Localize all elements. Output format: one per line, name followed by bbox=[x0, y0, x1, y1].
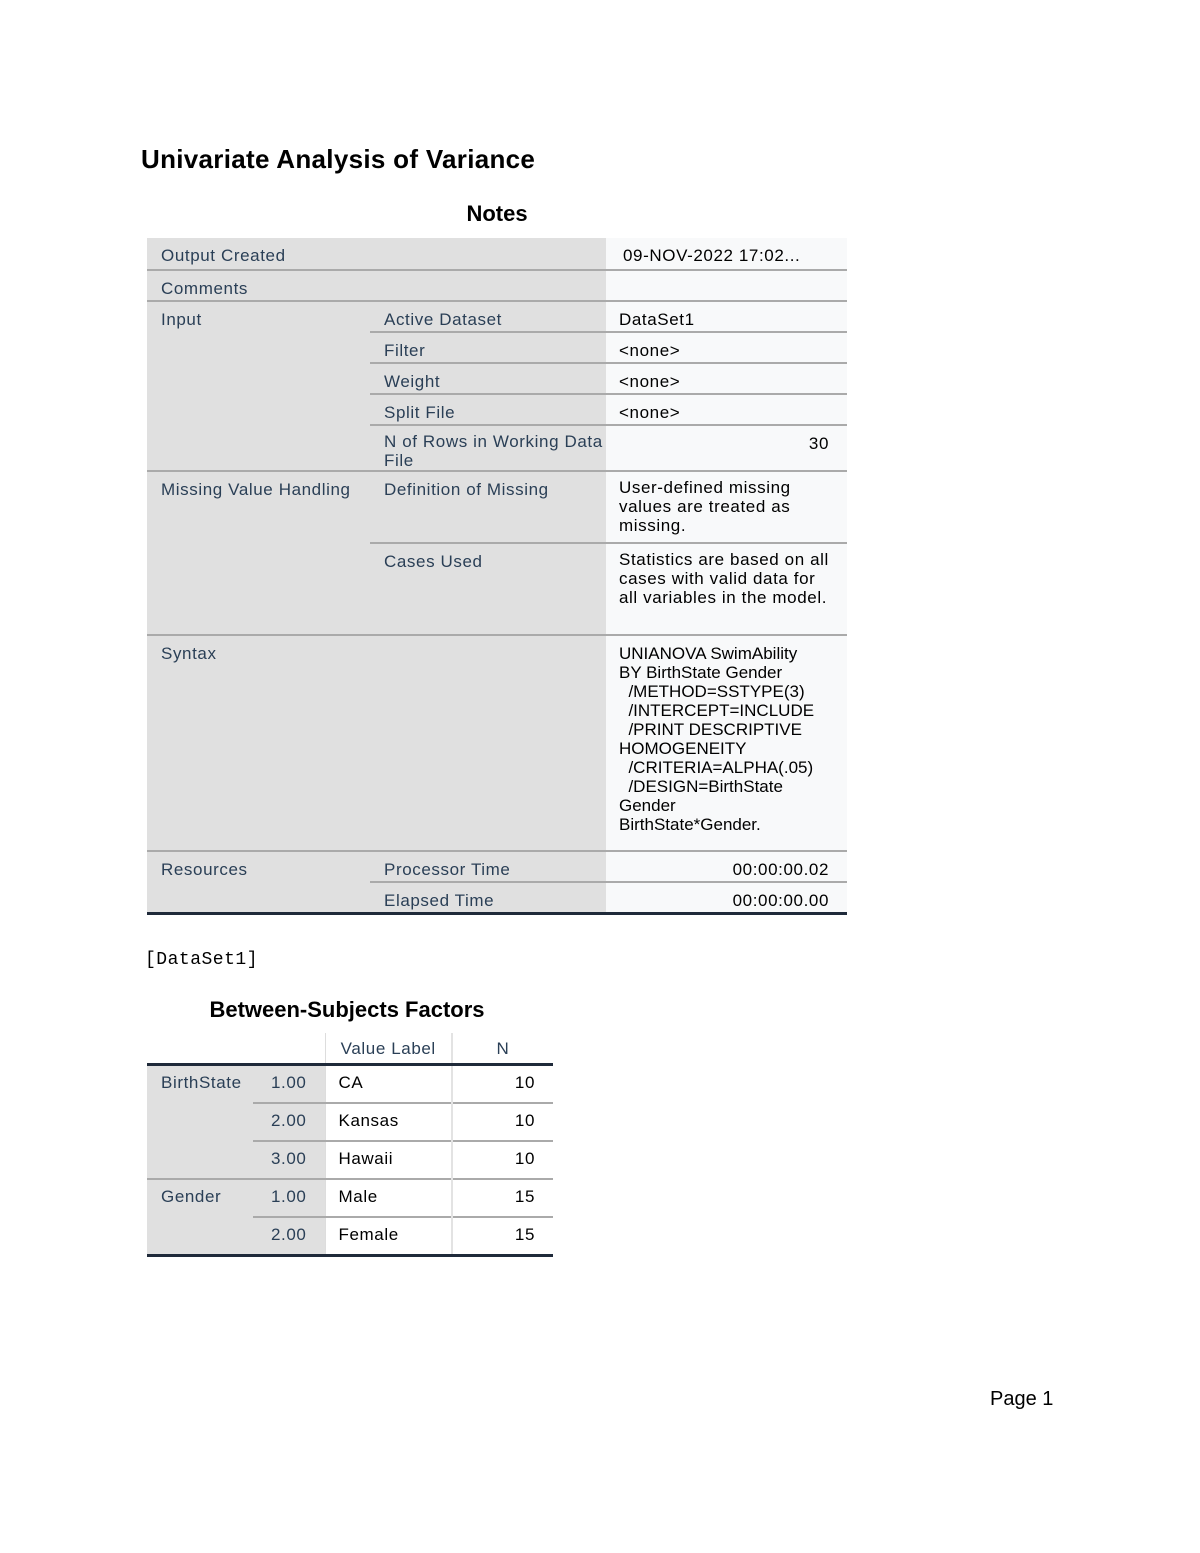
resources-group-label: Resources bbox=[147, 851, 370, 913]
factor-name: BirthState bbox=[147, 1065, 253, 1180]
syntax-line: BY BirthState Gender bbox=[619, 663, 783, 682]
notes-row-label: Definition of Missing bbox=[370, 471, 606, 543]
notes-row-label: Split File bbox=[370, 394, 606, 425]
corner-cell bbox=[147, 1033, 253, 1065]
notes-row-label: Cases Used bbox=[370, 543, 606, 635]
value-label: Male bbox=[325, 1179, 452, 1217]
notes-row-value: <none> bbox=[606, 332, 847, 363]
page-heading: Univariate Analysis of Variance bbox=[141, 144, 536, 174]
notes-row-value: Statistics are based on all cases with valid data for all variables in the model. bbox=[606, 543, 847, 635]
notes-row-value: 00:00:00.02 bbox=[606, 851, 847, 882]
output-created-label: Output Created bbox=[147, 238, 606, 270]
factor-level: 3.00 bbox=[253, 1141, 325, 1179]
output-created-value: 09-NOV-2022 17:02... bbox=[606, 238, 847, 270]
n-value: 10 bbox=[452, 1065, 553, 1104]
input-group-label: Input bbox=[147, 301, 370, 471]
between-subjects-factors-table bbox=[147, 1033, 553, 1257]
notes-row-label: Filter bbox=[370, 332, 606, 363]
notes-table bbox=[147, 238, 847, 915]
syntax-line: BirthState*Gender. bbox=[619, 815, 761, 834]
dataset-tag: [DataSet1] bbox=[145, 950, 259, 970]
page-number: Page 1 bbox=[990, 1388, 1054, 1410]
factor-level: 2.00 bbox=[253, 1217, 325, 1256]
notes-row-value: User-defined missing values are treated as missing. bbox=[606, 471, 847, 543]
notes-row-value: 30 bbox=[606, 425, 847, 471]
notes-table-title: Notes bbox=[466, 201, 528, 226]
notes-row-label: Elapsed Time bbox=[370, 882, 606, 913]
factor-level: 1.00 bbox=[253, 1065, 325, 1104]
notes-row-value: <none> bbox=[606, 363, 847, 394]
bsf-table-title: Between-Subjects Factors bbox=[209, 997, 485, 1022]
notes-row-value: 00:00:00.00 bbox=[606, 882, 847, 913]
notes-row-label: N of Rows in Working Data File bbox=[370, 425, 606, 471]
n-value: 10 bbox=[452, 1103, 553, 1141]
comments-label: Comments bbox=[147, 270, 606, 301]
factor-level: 2.00 bbox=[253, 1103, 325, 1141]
notes-row-value: <none> bbox=[606, 394, 847, 425]
corner-cell bbox=[253, 1033, 325, 1065]
syntax-line: Gender bbox=[619, 796, 676, 815]
syntax-line: /INTERCEPT=INCLUDE bbox=[619, 701, 815, 720]
column-header-n: N bbox=[452, 1033, 553, 1065]
notes-row-label: Active Dataset bbox=[370, 301, 606, 332]
column-header-value-label: Value Label bbox=[325, 1033, 452, 1065]
syntax-label: Syntax bbox=[147, 635, 606, 851]
syntax-line: /PRINT DESCRIPTIVE bbox=[619, 720, 802, 739]
syntax-line: /DESIGN=BirthState bbox=[619, 777, 783, 796]
missing-group-label: Missing Value Handling bbox=[147, 471, 370, 635]
syntax-line: /CRITERIA=ALPHA(.05) bbox=[619, 758, 814, 777]
factor-level: 1.00 bbox=[253, 1179, 325, 1217]
syntax-value bbox=[606, 635, 847, 851]
syntax-line: UNIANOVA SwimAbility bbox=[619, 644, 798, 663]
value-label: Hawaii bbox=[325, 1141, 452, 1179]
notes-row-label: Weight bbox=[370, 363, 606, 394]
comments-value bbox=[606, 270, 847, 301]
n-value: 15 bbox=[452, 1217, 553, 1256]
notes-row-label: Processor Time bbox=[370, 851, 606, 882]
syntax-line: HOMOGENEITY bbox=[619, 739, 747, 758]
n-value: 15 bbox=[452, 1179, 553, 1217]
notes-row-value: DataSet1 bbox=[606, 301, 847, 332]
value-label: Female bbox=[325, 1217, 452, 1256]
syntax-line: /METHOD=SSTYPE(3) bbox=[619, 682, 805, 701]
value-label: CA bbox=[325, 1065, 452, 1104]
value-label: Kansas bbox=[325, 1103, 452, 1141]
n-value: 10 bbox=[452, 1141, 553, 1179]
factor-name: Gender bbox=[147, 1179, 253, 1256]
